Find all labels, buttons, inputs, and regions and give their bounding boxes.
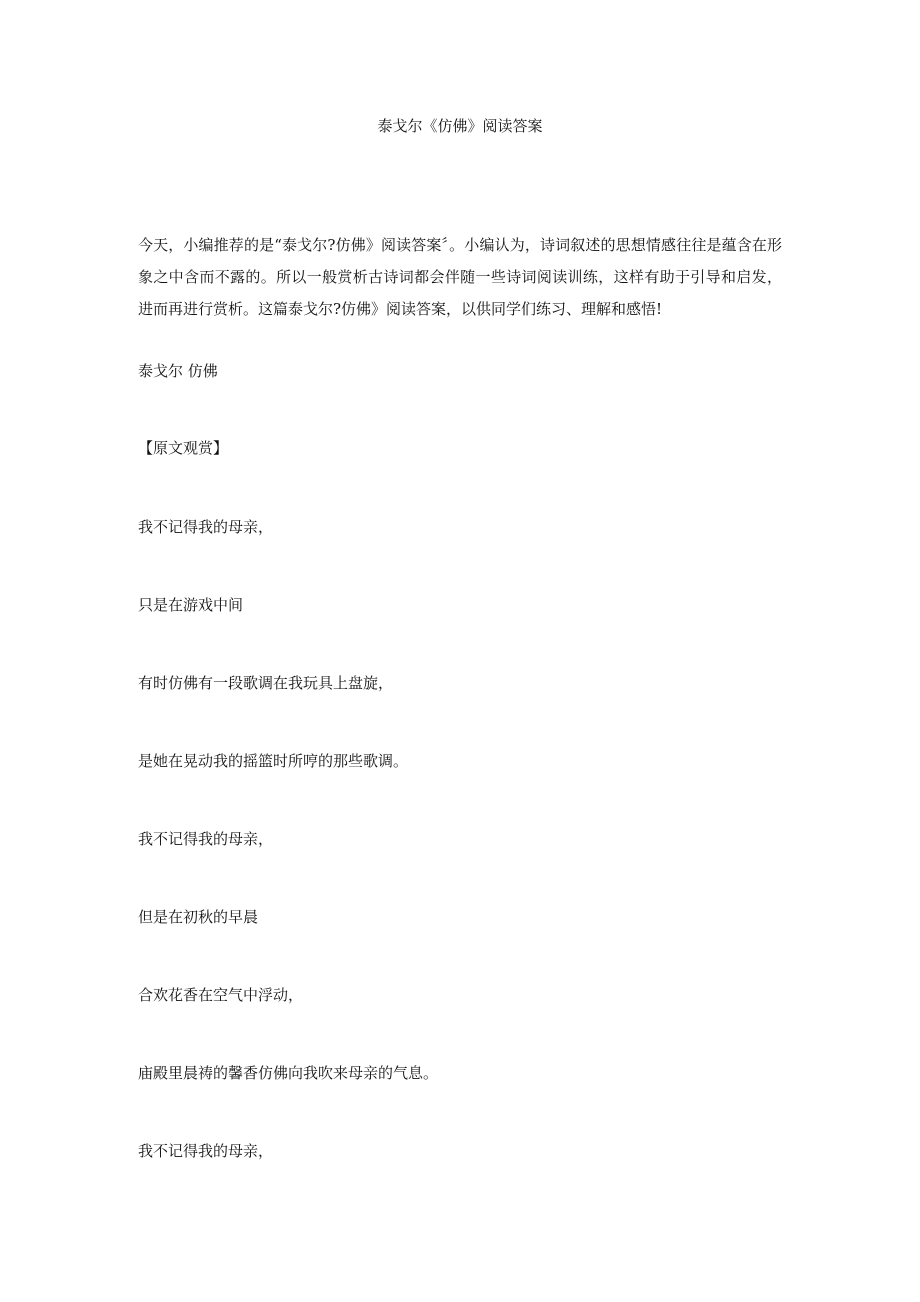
poem-line: 我不记得我的母亲，	[138, 518, 274, 536]
poem-line: 是她在晃动我的摇篮时所哼的那些歌调。	[138, 752, 409, 770]
poem-line: 庙殿里晨祷的馨香仿佛向我吹来母亲的气息。	[138, 1064, 439, 1082]
poem-line: 我不记得我的母亲，	[138, 830, 274, 848]
poem-line: 只是在游戏中间	[138, 596, 244, 614]
poem-line: 有时仿佛有一段歌调在我玩具上盘旋，	[138, 674, 394, 692]
poem-heading: 泰戈尔 仿佛	[138, 362, 218, 380]
intro-paragraph: 今天，小编推荐的是“泰戈尔?仿佛》阅读答案〞。小编认为，诗词叙述的思想情感往往是蕴含在形象之中含而不露的。所以一般赏析古诗词都会伴随一些诗词阅读训练，这样有助于引导和启发，进而再进行赏析。这篇泰戈尔?仿佛》阅读答案，以供同学们练习、理解和感悟!	[138, 236, 782, 318]
poem-line: 合欢花香在空气中浮动，	[138, 986, 304, 1004]
section-label: 【原文观赏】	[138, 439, 229, 457]
poem-line: 但是在初秋的早晨	[138, 908, 259, 926]
poem-line: 我不记得我的母亲，	[138, 1142, 274, 1160]
document-title: 泰戈尔《仿佛》阅读答案	[377, 117, 543, 135]
